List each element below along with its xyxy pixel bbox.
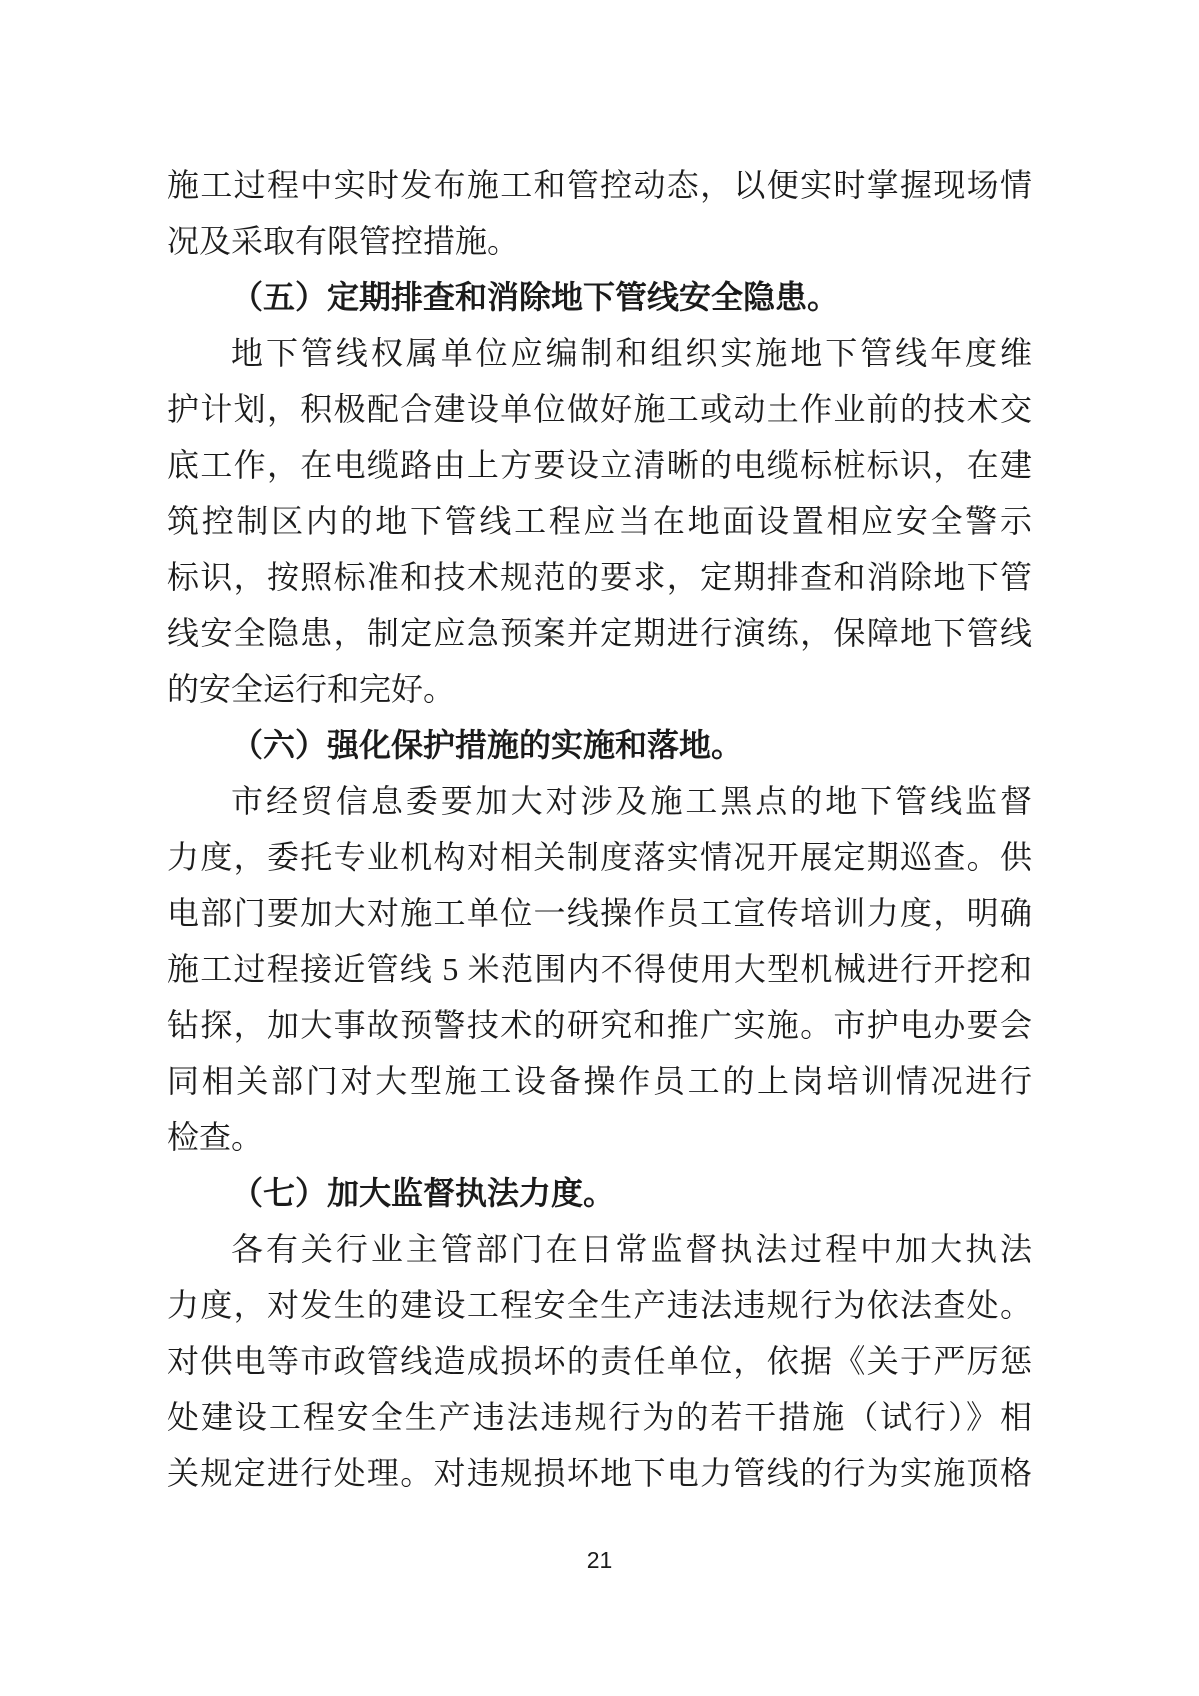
document-body (167, 157, 1032, 1501)
text-line: 各有关行业主管部门在日常监督执法过程中加大执法 (231, 1231, 1032, 1267)
text-line: 力度，对发生的建设工程安全生产违法违规行为依法查处。 (167, 1287, 1032, 1323)
text-line: 况及采取有限管控措施。 (167, 223, 520, 259)
text-line: 底工作，在电缆路由上方要设立清晰的电缆标桩标识，在建 (167, 447, 1032, 483)
text-line: 标识，按照标准和技术规范的要求，定期排查和消除地下管 (167, 559, 1032, 595)
text-line: 施工过程中实时发布施工和管控动态，以便实时掌握现场情 (167, 167, 1032, 203)
text-line: 地下管线权属单位应编制和组织实施地下管线年度维 (231, 335, 1032, 371)
text-line: 钻探，加大事故预警技术的研究和推广实施。市护电办要会 (167, 1007, 1032, 1043)
text-line: 力度，委托专业机构对相关制度落实情况开展定期巡查。供 (167, 839, 1032, 875)
text-line: 的安全运行和完好。 (167, 671, 456, 707)
heading-section-7: （七）加大监督执法力度。 (231, 1175, 616, 1211)
text-line: 筑控制区内的地下管线工程应当在地面设置相应安全警示 (167, 503, 1032, 539)
text-line: 电部门要加大对施工单位一线操作员工宣传培训力度，明确 (167, 895, 1032, 931)
heading-section-6: （六）强化保护措施的实施和落地。 (231, 727, 744, 763)
text-line: 线安全隐患，制定应急预案并定期进行演练，保障地下管线 (167, 615, 1032, 651)
text-line: 市经贸信息委要加大对涉及施工黑点的地下管线监督 (231, 783, 1032, 819)
text-line: 施工过程接近管线 5 米范围内不得使用大型机械进行开挖和 (167, 951, 1032, 987)
text-line: 关规定进行处理。对违规损坏地下电力管线的行为实施顶格 (167, 1455, 1032, 1491)
text-line: 检查。 (167, 1119, 264, 1155)
text-line: 同相关部门对大型施工设备操作员工的上岗培训情况进行 (167, 1063, 1032, 1099)
text-line: 对供电等市政管线造成损坏的责任单位，依据《关于严厉惩 (167, 1343, 1032, 1379)
text-line: 护计划，积极配合建设单位做好施工或动土作业前的技术交 (167, 391, 1032, 427)
text-line: 处建设工程安全生产违法违规行为的若干措施（试行）》相 (167, 1399, 1032, 1435)
heading-section-5: （五）定期排查和消除地下管线安全隐患。 (231, 279, 840, 315)
page-number: 21 (586, 1547, 613, 1573)
